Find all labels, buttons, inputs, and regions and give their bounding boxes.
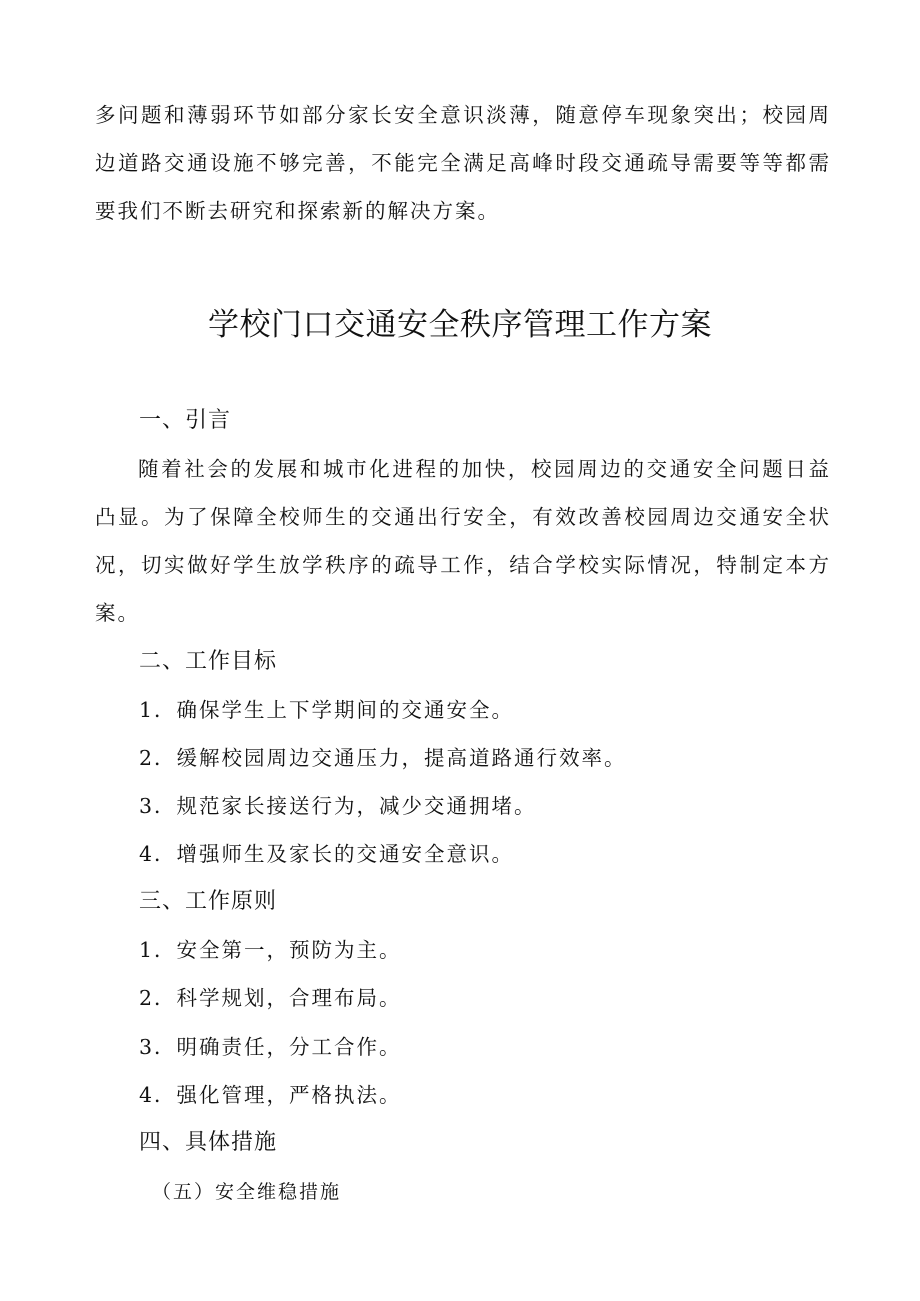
section-heading-goals: 二、工作目标 (139, 649, 278, 674)
principle-item-2: 2．科学规划，合理布局。 (139, 986, 402, 1010)
document-title: 学校门口交通安全秩序管理工作方案 (208, 307, 712, 343)
goal-item-3: 3．规范家长接送行为，减少交通拥堵。 (139, 794, 537, 818)
principle-item-4: 4．强化管理，严格执法。 (139, 1083, 402, 1107)
continuation-paragraph: 多问题和薄弱环节如部分家长安全意识淡薄，随意停车现象突出；校园周边道路交通设施不够完善，不能完全满足高峰时段交通疏导需要等等都需要我们不断去研究和探索新的解决方案。 (95, 103, 831, 223)
principle-item-1: 1．安全第一，预防为主。 (139, 938, 402, 962)
principle-item-3: 3．明确责任，分工合作。 (139, 1035, 402, 1059)
goal-item-1: 1．确保学生上下学期间的交通安全。 (139, 698, 515, 722)
goal-item-4: 4．增强师生及家长的交通安全意识。 (139, 842, 515, 866)
section-heading-measures: 四、具体措施 (139, 1130, 278, 1155)
section-heading-principles: 三、工作原则 (139, 889, 278, 914)
goal-item-2: 2．缓解校园周边交通压力，提高道路通行效率。 (139, 746, 627, 770)
measures-subheading: （五）安全维稳措施 (152, 1181, 342, 1203)
introduction-paragraph: 随着社会的发展和城市化进程的加快，校园周边的交通安全问题日益凸显。为了保障全校师生的交通出行安全，有效改善校园周边交通安全状况，切实做好学生放学秩序的疏导工作，结合学校实际情况，特制定本方案。 (95, 457, 831, 625)
section-heading-introduction: 一、引言 (139, 408, 232, 433)
